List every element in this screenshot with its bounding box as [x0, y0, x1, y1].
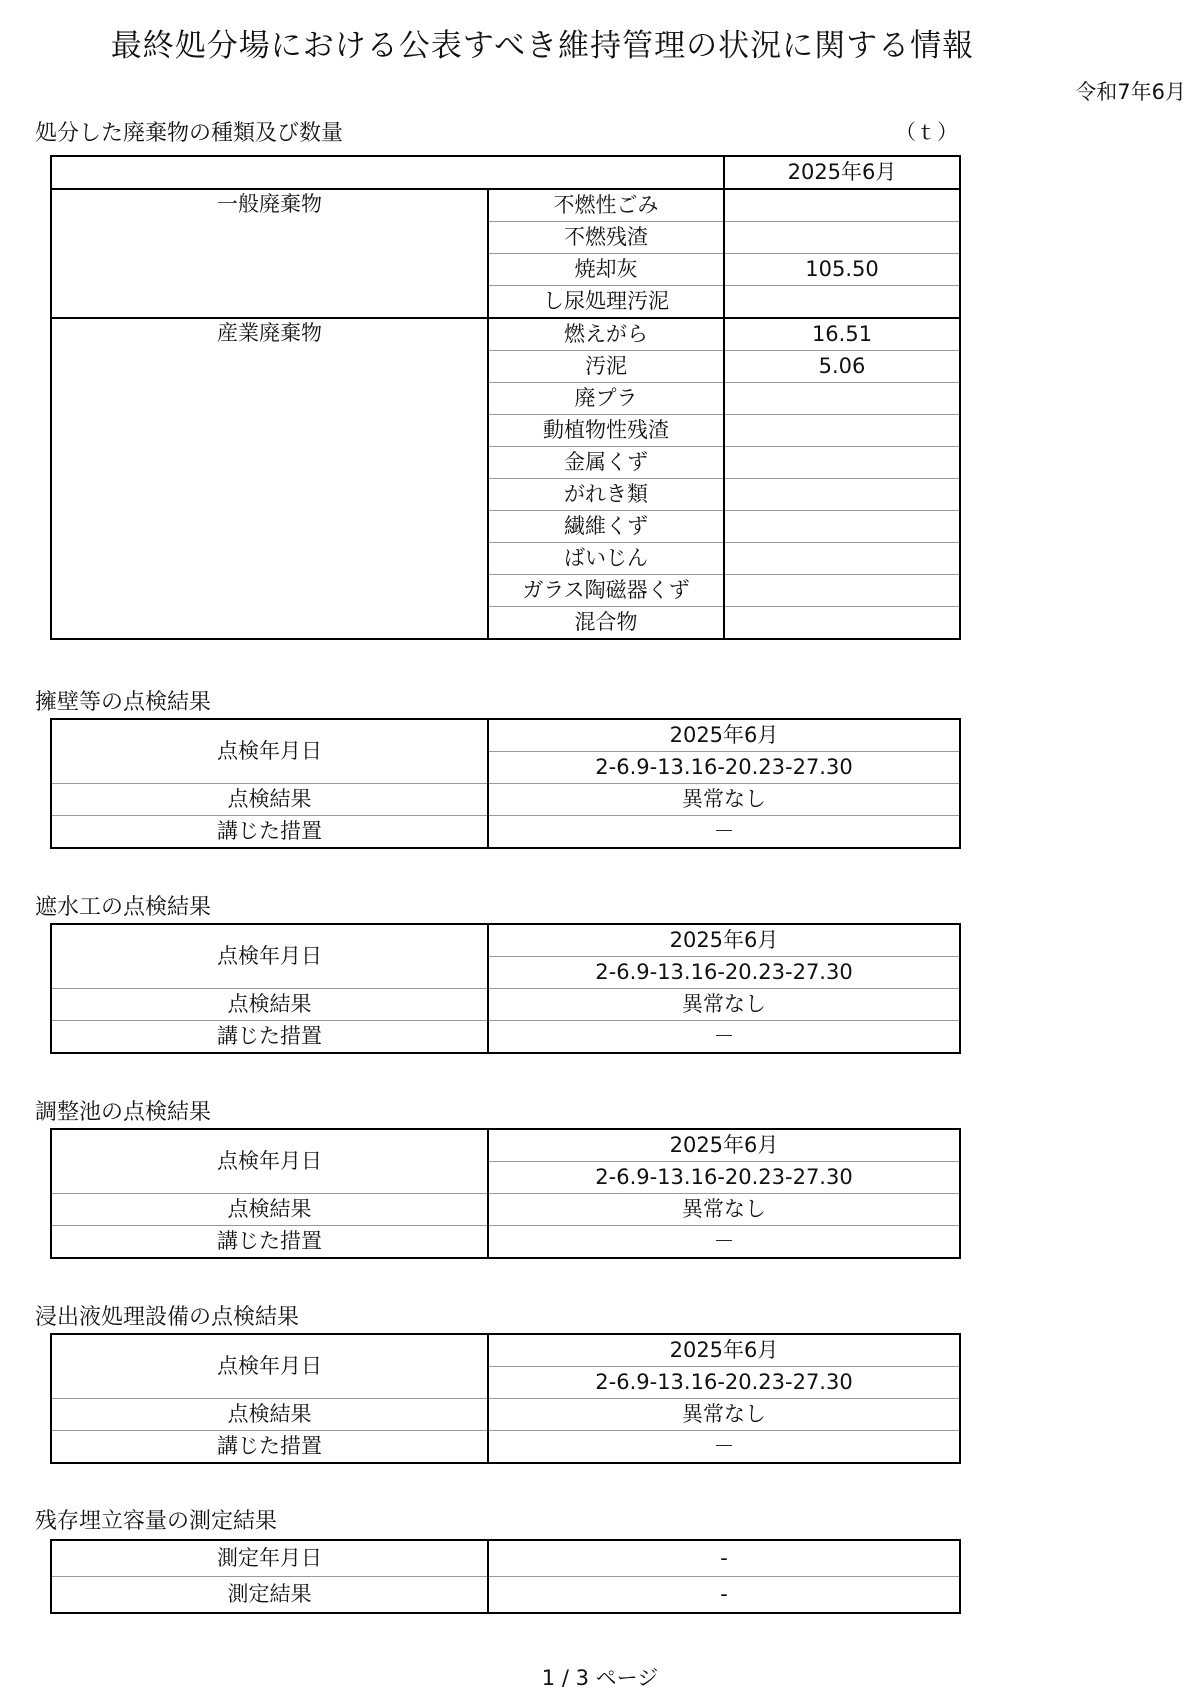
measure-label: 講じた措置 [51, 816, 488, 849]
measure-value: － [488, 1021, 960, 1054]
waste-section-heading: 処分した廃棄物の種類及び数量 [35, 121, 344, 146]
waste-type: がれき類 [488, 479, 724, 511]
table-row [51, 1129, 960, 1162]
waste-type: ばいじん [488, 543, 724, 575]
table-row [51, 1194, 960, 1226]
capacity-date-label: 測定年月日 [51, 1540, 488, 1577]
waste-value [724, 479, 960, 511]
inspection-month: 2025年6月 [488, 1334, 960, 1367]
result-label: 点検結果 [51, 1194, 488, 1226]
measure-label: 講じた措置 [51, 1431, 488, 1464]
waste-value [724, 189, 960, 222]
date-label: 点検年月日 [51, 924, 488, 989]
inspection-table-retaining-wall [50, 718, 961, 849]
waste-type: 廃プラ [488, 383, 724, 415]
capacity-table [50, 1539, 961, 1614]
waste-table-header-row [51, 156, 960, 189]
capacity-result-label: 測定結果 [51, 1577, 488, 1614]
waste-value [724, 543, 960, 575]
waste-type: 金属くず [488, 447, 724, 479]
inspection-days: 2-6.9-13.16-20.23-27.30 [488, 1367, 960, 1399]
inspection-heading-leachate: 浸出液処理設備の点検結果 [35, 1305, 300, 1330]
page-title: 最終処分場における公表すべき維持管理の状況に関する情報 [110, 28, 975, 64]
unit-label: （ｔ） [895, 120, 958, 144]
inspection-days: 2-6.9-13.16-20.23-27.30 [488, 752, 960, 784]
waste-type: 汚泥 [488, 351, 724, 383]
inspection-month: 2025年6月 [488, 924, 960, 957]
issue-date: 令和7年6月 [1075, 80, 1186, 104]
waste-type: 焼却灰 [488, 254, 724, 286]
group-name-industrial: 産業廃棄物 [51, 318, 488, 639]
waste-value [724, 286, 960, 319]
table-row [51, 924, 960, 957]
inspection-heading-retaining-wall: 擁壁等の点検結果 [35, 690, 212, 715]
measure-value: － [488, 1226, 960, 1259]
waste-type: 混合物 [488, 607, 724, 640]
waste-value [724, 511, 960, 543]
table-row [51, 1577, 960, 1614]
measure-value: － [488, 1431, 960, 1464]
waste-value [724, 415, 960, 447]
table-row [51, 1540, 960, 1577]
measure-label: 講じた措置 [51, 1226, 488, 1259]
result-label: 点検結果 [51, 989, 488, 1021]
waste-value [724, 383, 960, 415]
table-row [51, 816, 960, 849]
table-row [51, 719, 960, 752]
waste-value [724, 222, 960, 254]
date-label: 点検年月日 [51, 1334, 488, 1399]
measure-value: － [488, 816, 960, 849]
table-row [51, 189, 960, 222]
waste-value [724, 575, 960, 607]
result-value: 異常なし [488, 1399, 960, 1431]
table-row [51, 1226, 960, 1259]
table-row [51, 989, 960, 1021]
waste-type: ガラス陶磁器くず [488, 575, 724, 607]
date-label: 点検年月日 [51, 719, 488, 784]
waste-value: 16.51 [724, 318, 960, 351]
waste-type: 繊維くず [488, 511, 724, 543]
waste-value [724, 447, 960, 479]
waste-type: し尿処理汚泥 [488, 286, 724, 319]
capacity-heading: 残存埋立容量の測定結果 [35, 1509, 278, 1534]
table-row [51, 318, 960, 351]
waste-type: 不燃性ごみ [488, 189, 724, 222]
inspection-days: 2-6.9-13.16-20.23-27.30 [488, 957, 960, 989]
table-row [51, 1021, 960, 1054]
inspection-days: 2-6.9-13.16-20.23-27.30 [488, 1162, 960, 1194]
waste-value: 5.06 [724, 351, 960, 383]
waste-table [50, 155, 961, 640]
result-label: 点検結果 [51, 1399, 488, 1431]
group-name-municipal: 一般廃棄物 [51, 189, 488, 318]
capacity-date-value: - [488, 1540, 960, 1577]
inspection-month: 2025年6月 [488, 1129, 960, 1162]
result-label: 点検結果 [51, 784, 488, 816]
result-value: 異常なし [488, 989, 960, 1021]
waste-type: 動植物性残渣 [488, 415, 724, 447]
measure-label: 講じた措置 [51, 1021, 488, 1054]
table-row [51, 1334, 960, 1367]
waste-value: 105.50 [724, 254, 960, 286]
capacity-result-value: - [488, 1577, 960, 1614]
table-row [51, 784, 960, 816]
inspection-table-liner [50, 923, 961, 1054]
result-value: 異常なし [488, 1194, 960, 1226]
page-number: 1 / 3 ページ [541, 1666, 659, 1690]
inspection-heading-pond: 調整池の点検結果 [35, 1100, 212, 1125]
inspection-table-pond [50, 1128, 961, 1259]
waste-type: 燃えがら [488, 318, 724, 351]
result-value: 異常なし [488, 784, 960, 816]
inspection-heading-liner: 遮水工の点検結果 [35, 895, 212, 920]
header-blank-cell [51, 156, 724, 189]
date-label: 点検年月日 [51, 1129, 488, 1194]
month-header: 2025年6月 [724, 156, 960, 189]
inspection-table-leachate [50, 1333, 961, 1464]
waste-value [724, 607, 960, 640]
table-row [51, 1431, 960, 1464]
waste-type: 不燃残渣 [488, 222, 724, 254]
table-row [51, 1399, 960, 1431]
inspection-month: 2025年6月 [488, 719, 960, 752]
